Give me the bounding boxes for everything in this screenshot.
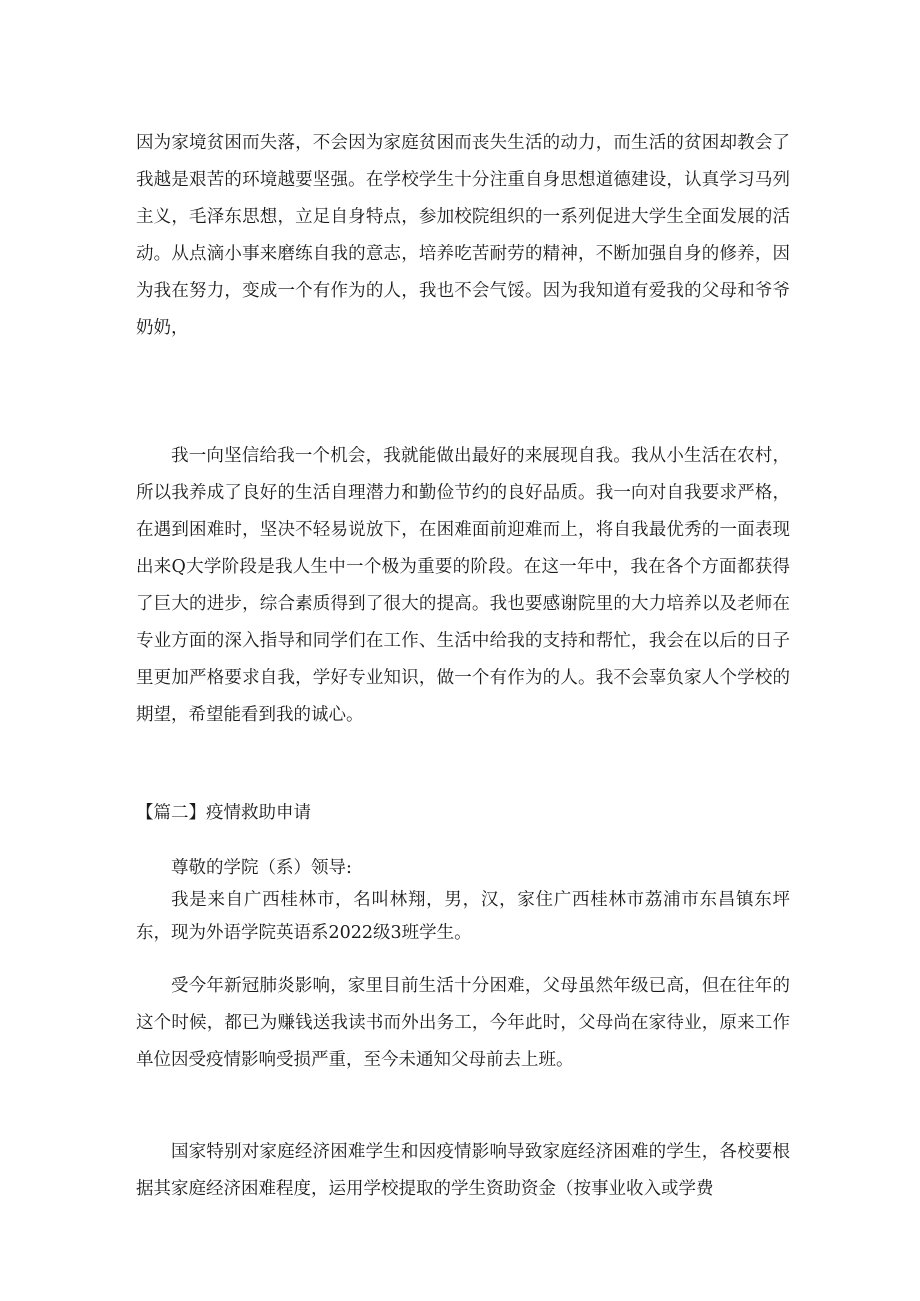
section-heading — [136, 798, 790, 828]
salutation-text: 尊敬的学院（系）领导: — [171, 858, 352, 878]
paragraph-text: 因为家境贫困而失落，不会因为家庭贫困而丧失生活的动力，而生活的贫困却教会了我越是艰苦的环境越要坚强。在学校学生十分注重自身思想道德建设，认真学习马列主义，毛泽东思想，立足自身特点，参加校院组织的一系列促进大学生全面发展的活动。从点滴小事来磨练自我的意志，培养吃苦耐劳的精神，不断加强自身的修养，因为我在努力，变成一个有作为的人，我也不会气馁。因为我知道有爱我的父母和爷爷奶奶， — [136, 133, 790, 338]
salutation — [136, 853, 790, 883]
paragraph-text: 受今年新冠肺炎影响，家里目前生活十分困难，父母虽然年级已高，但在往年的这个时候，都已为赚钱送我读书而外出务工，今年此时，父母尚在家待业，原来工作单位因受疫情影响受损严重，至今未通知父母前去上班。 — [136, 976, 790, 1070]
paragraph-text: 我是来自广西桂林市，名叫林翔，男，汉，家住广西桂林市荔浦市东昌镇东坪东，现为外语学院英语系2022级3班学生。 — [136, 890, 790, 943]
paragraph-policy — [136, 1134, 790, 1208]
section-heading-text: 【篇二】疫情救助申请 — [136, 803, 311, 823]
paragraph-continued — [136, 125, 790, 347]
paragraph-situation — [136, 968, 790, 1079]
paragraph-text: 我一向坚信给我一个机会，我就能做出最好的来展现自我。我从小生活在农村，所以我养成了良好的生活自理潜力和勤俭节约的良好品质。我一向对自我要求严格，在遇到困难时，坚决不轻易说放下，在困难面前迎难而上，将自我最优秀的一面表现出来Q大学阶段是我人生中一个极为重要的阶段。在这一年中，我在各个方面都获得了巨大的进步，综合素质得到了很大的提高。我也要感谢院里的大力培养以及老师在专业方面的深入指导和同学们在工作、生活中给我的支持和帮忙，我会在以后的日子里更加严格要求自我，学好专业知识，做一个有作为的人。我不会辜负家人个学校的期望，希望能看到我的诚心。 — [136, 446, 790, 725]
paragraph-self-statement — [136, 438, 790, 734]
paragraph-introduction — [136, 884, 790, 950]
paragraph-text: 国家特别对家庭经济困难学生和因疫情影响导致家庭经济困难的学生，各校要根据其家庭经济困难程度，运用学校提取的学生资助资金（按事业收入或学费 — [136, 1142, 790, 1199]
